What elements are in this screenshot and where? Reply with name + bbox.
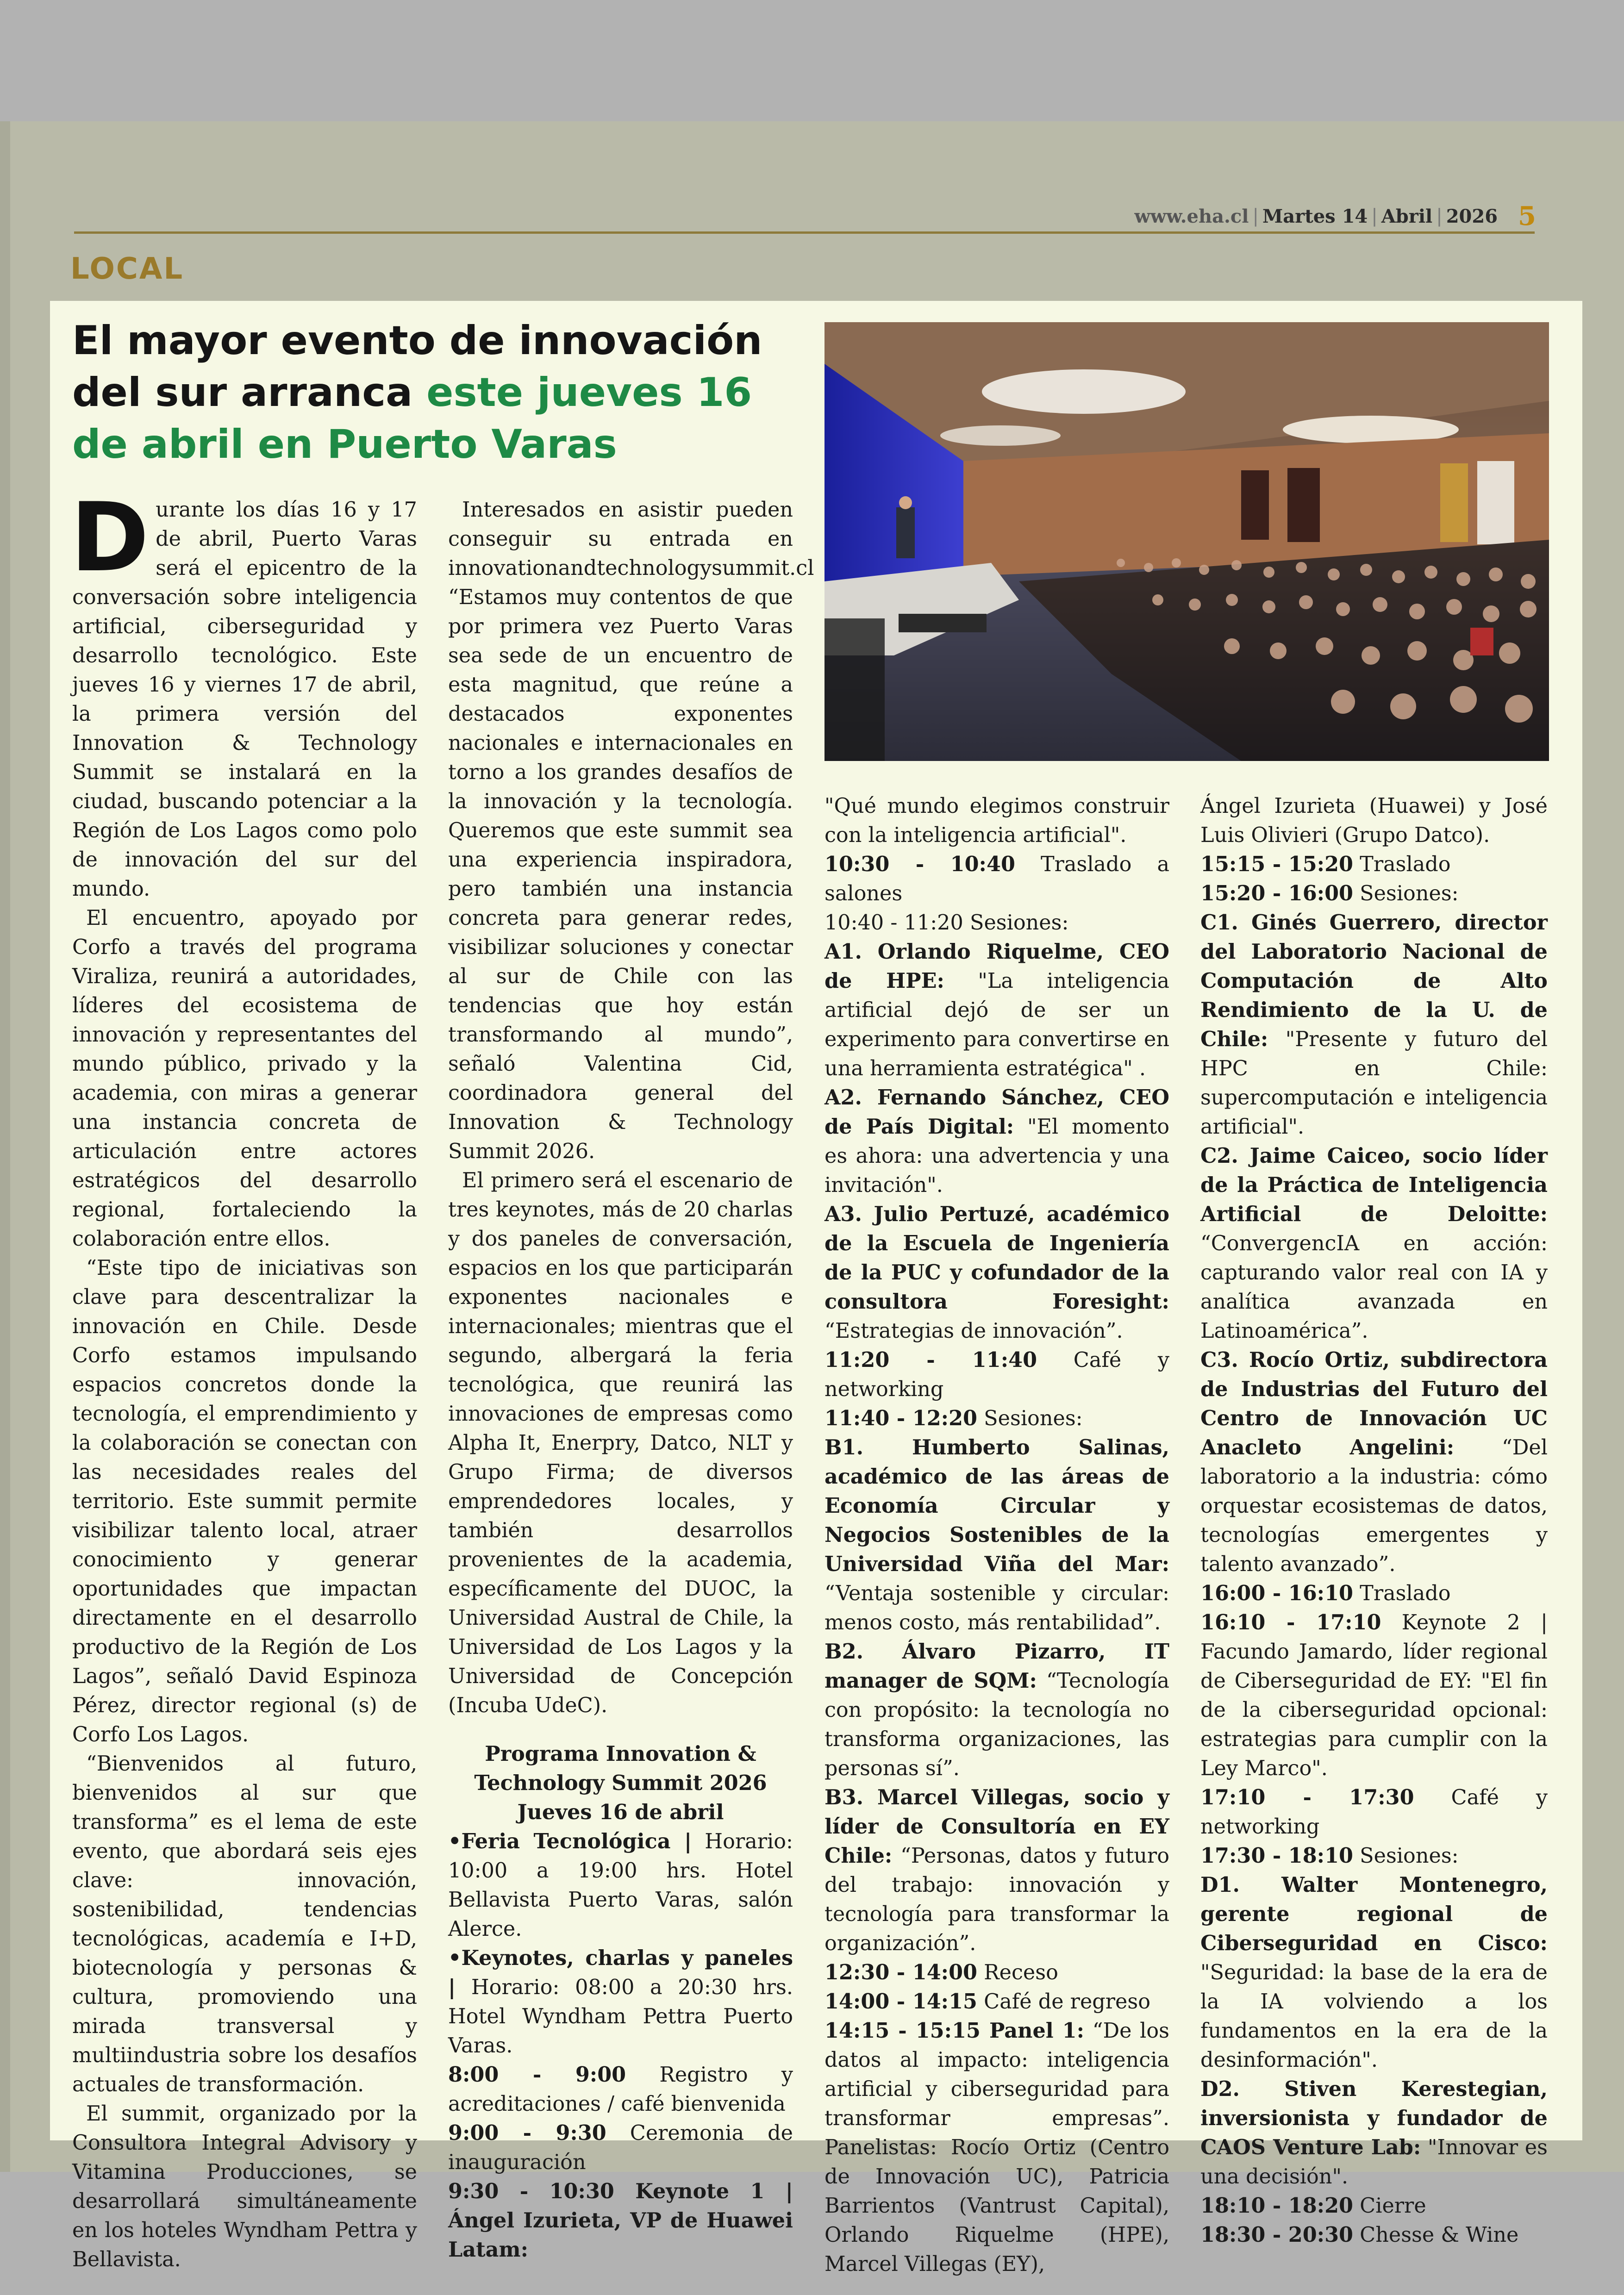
session-item: B1. Humberto Salinas, académico de las áreas de Economía Circular y Negocios Sostenibles de la Universidad Viña del Mar: “Ventaja sostenible y circular: menos costo, más rentabilidad”. — [824, 1435, 1169, 1634]
headline — [72, 315, 804, 470]
schedule-item: 9:00 - 9:30 Ceremonia de inauguración — [448, 2121, 793, 2174]
col1-paragraph-4: “Bienvenidos al futuro, bienvenidos al sur que transforma” es el lema de este evento, que abordará seis ejes clave: innovación, sostenibilidad, tendencias tecnológicas, academía e I+D, biotecnología y personas & cultura, promoviendo una mirada transversal y multiindustria sobre los desafíos actuales de transformación. — [72, 1752, 417, 2096]
session-item: C3. Rocío Ortiz, subdirectora de Industrias del Futuro del Centro de Innovación UC Anacleto Angelini: “Del laboratorio a la industria: cómo orquestar ecosistemas de datos, tecnologías emergentes y talento avanzado”. — [1200, 1348, 1548, 1576]
session-item: B3. Marcel Villegas, socio y líder de Consultoría en EY Chile: “Personas, datos y futuro del trabajo: innovación y tecnología para transformar la organización”. — [824, 1785, 1169, 1955]
schedule-item: 15:15 - 15:20 Traslado — [1200, 852, 1451, 876]
column-3 — [824, 792, 1169, 2279]
session-item: 14:15 - 15:15 Panel 1: “De los datos al impacto: inteligencia artificial y ciberseguridad para transformar empresas”. Panelistas: Rocío Ortiz (Centro de Innovación UC), Patricia Barrientos (Vantrust Capital), Orlando Riquelme (HPE), Marcel Villegas (EY), — [824, 2019, 1169, 2276]
schedule-item: 11:40 - 12:20 Sesiones: — [824, 1406, 1083, 1430]
page-fold-edge — [0, 121, 10, 2172]
newspaper-page — [0, 121, 1624, 2276]
col1-paragraph-2: El encuentro, apoyado por Corfo a través del programa Viraliza, reunirá a autoridades, líderes del ecosistema de innovación y representantes del mundo público, privado y la academia, con miras a generar una instancia concreta de articulación entre actores estratégicos del desarrollo regional, fortaleciendo la colaboración entre ellos. — [72, 906, 417, 1251]
article — [50, 301, 1582, 2276]
session-item: D2. Stiven Kerestegian, inversionista y fundador de CAOS Venture Lab: "Innovar es una decisión". — [1200, 2077, 1548, 2189]
issue-month: Abril — [1381, 205, 1433, 227]
issue-day: Martes 14 — [1262, 205, 1368, 227]
schedule-item: 8:00 - 9:00 Registro y acreditaciones / café bienvenida — [448, 2063, 793, 2116]
schedule-item: 10:30 - 10:40 Traslado a salones — [824, 852, 1169, 905]
page-number: 5 — [1518, 201, 1536, 231]
site-url: www.eha.cl — [1134, 205, 1249, 227]
masthead: www.eha.cl | Martes 14 | Abril | 2026 5 — [1134, 201, 1536, 231]
session-item: C2. Jaime Caiceo, socio líder de la Práctica de Inteligencia Artificial de Deloitte: “ConvergencIA en acción: capturando valor real con IA y analítica avanzada en Latinoamérica”. — [1200, 1144, 1548, 1343]
session-item: A2. Fernando Sánchez, CEO de País Digital: "El momento es ahora: una advertencia y una invitación". — [824, 1085, 1169, 1197]
session-item: B2. Álvaro Pizarro, IT manager de SQM: “Tecnología con propósito: la tecnología no transforma organizaciones, las personas sí”. — [824, 1640, 1169, 1780]
column-4 — [1200, 792, 1548, 2250]
col2-paragraph-1: Interesados en asistir pueden conseguir su entrada en innovationandtechnologysummit.cl — [448, 498, 814, 580]
col2-paragraph-3: El primero será el escenario de tres keynotes, más de 20 charlas y dos paneles de conversación, espacios en los que participarán exponentes nacionales e internacionales; mientras que el segundo, albergará la feria tecnológica, que reunirá las innovaciones de empresas como Alpha It, Enerpry, Datco, NLT y Grupo Firma; de diversos emprendedores locales, y también desarrollos provenientes de la academia, específicamente del DUOC, la Universidad Austral de Chile, la Universidad de Los Lagos y la Universidad de Concepción (Incuba UdeC). — [448, 1169, 793, 1717]
header-rule — [74, 231, 1535, 234]
col1-paragraph-3: “Este tipo de iniciativas son clave para descentralizar la innovación en Chile. Desde Corfo estamos impulsando espacios concretos donde la tecnología, el emprendimiento y la colaboración se conectan con las necesidades reales del territorio. Este summit permite visibilizar talento local, atraer conocimiento y generar oportunidades que impactan directamente en el desarrollo productivo de la Región de Los Lagos”, señaló David Espinoza Pérez, director regional (s) de Corfo Los Lagos. — [72, 1256, 417, 1746]
column-1 — [70, 483, 417, 2274]
schedule-item: 15:20 - 16:00 Sesiones: — [1200, 881, 1459, 905]
col1-paragraph-1: urante los días 16 y 17 de abril, Puerto Varas será el epicentro de la conversación sobre inteligencia artificial, ciberseguridad y desarrollo tecnológico. Este jueves 16 y viernes 17 de abril, la primera versión del Innovation & Technology Summit se instalará en la ciudad, buscando potenciar a la Región de Los Lagos como polo de innovación del sur del mundo. — [72, 498, 417, 901]
schedule-item: 17:30 - 18:10 Sesiones: — [1200, 1844, 1459, 1868]
schedule-item: 18:10 - 18:20 Cierre — [1200, 2194, 1426, 2218]
schedule-item: "Qué mundo elegimos construir con la inteligencia artificial". — [824, 794, 1169, 847]
col2-paragraph-2: “Estamos muy contentos de que por primera vez Puerto Varas sea sede de un encuentro de esta magnitud, que reúne a destacados exponentes nacionales e internacionales en torno a los grandes desafíos de la innovación y la tecnología. Queremos que este summit sea una experiencia inspiradora, pero también una instancia concreta para generar redes, visibilizar soluciones y conectar al sur de Chile con las tendencias que hoy están transformando al mundo”, señaló Valentina Cid, coordinadora general del Innovation & Technology Summit 2026. — [448, 586, 793, 1163]
headline-part-2: este jueves 16 de abril en Puerto Varas — [72, 369, 752, 468]
schedule-item: 18:30 - 20:30 Chesse & Wine — [1200, 2223, 1519, 2247]
schedule-item: 16:00 - 16:10 Traslado — [1200, 1581, 1451, 1605]
schedule-item: 12:30 - 14:00 Receso — [824, 1960, 1058, 1984]
program-item: •Keynotes, charlas y paneles | Horario: 08:00 a 20:30 hrs. Hotel Wyndham Pettra Puerto Varas. — [448, 1946, 793, 2058]
issue-year: 2026 — [1446, 205, 1498, 227]
session-item: 16:10 - 17:10 Keynote 2 | Facundo Jamardo, líder regional de Ciberseguridad de EY: "El fin de la ciberseguridad opcional: estrategias para cumplir con la Ley Marco". — [1200, 1610, 1548, 1780]
event-photo — [824, 322, 1549, 761]
drop-cap: D — [70, 483, 150, 593]
schedule-item: 17:10 - 17:30 Café y networking — [1200, 1785, 1548, 1839]
session-item: A3. Julio Pertuzé, académico de la Escuela de Ingeniería de la PUC y cofundador de la consultora Foresight: “Estrategias de innovación”. — [824, 1202, 1169, 1343]
schedule-item: 10:40 - 11:20 Sesiones: — [824, 911, 1069, 935]
program-date: Jueves 16 de abril — [517, 1800, 724, 1824]
session-item: D1. Walter Montenegro, gerente regional de Ciberseguridad en Cisco: "Seguridad: la base de la era de la IA volviendo a los fundamentos en la era de la desinformación". — [1200, 1873, 1548, 2072]
col1-paragraph-5: El summit, organizado por la Consultora Integral Advisory y Vitamina Producciones, se desarrollará simultáneamente en los hoteles Wyndham Pettra y Bellavista. — [72, 2102, 417, 2271]
program-title: Programa Innovation & Technology Summit 2026 — [474, 1742, 767, 1795]
session-item: Ángel Izurieta (Huawei) y José Luis Olivieri (Grupo Datco). — [1200, 794, 1548, 847]
schedule-item: 14:00 - 14:15 Café de regreso — [824, 1989, 1150, 2014]
schedule-item: 9:30 - 10:30 Keynote 1 | Ángel Izurieta, VP de Huawei Latam: — [448, 2179, 793, 2262]
column-2 — [448, 495, 814, 2264]
headline-part-1: El mayor evento de innovación del sur arranca — [72, 318, 762, 416]
session-item: C1. Ginés Guerrero, director del Laboratorio Nacional de Computación de Alto Rendimiento de la U. de Chile: "Presente y futuro del HPC en Chile: supercomputación e inteligencia artificial". — [1200, 911, 1548, 1139]
session-item: A1. Orlando Riquelme, CEO de HPE: "La inteligencia artificial dejó de ser un experimento para convertirse en una herramienta estratégica" . — [824, 940, 1169, 1080]
program-item: •Feria Tecnológica | Horario: 10:00 a 19:00 hrs. Hotel Bellavista Puerto Varas, salón Alerce. — [448, 1829, 793, 1941]
schedule-item: 11:20 - 11:40 Café y networking — [824, 1348, 1169, 1401]
section-label: LOCAL — [70, 252, 184, 286]
